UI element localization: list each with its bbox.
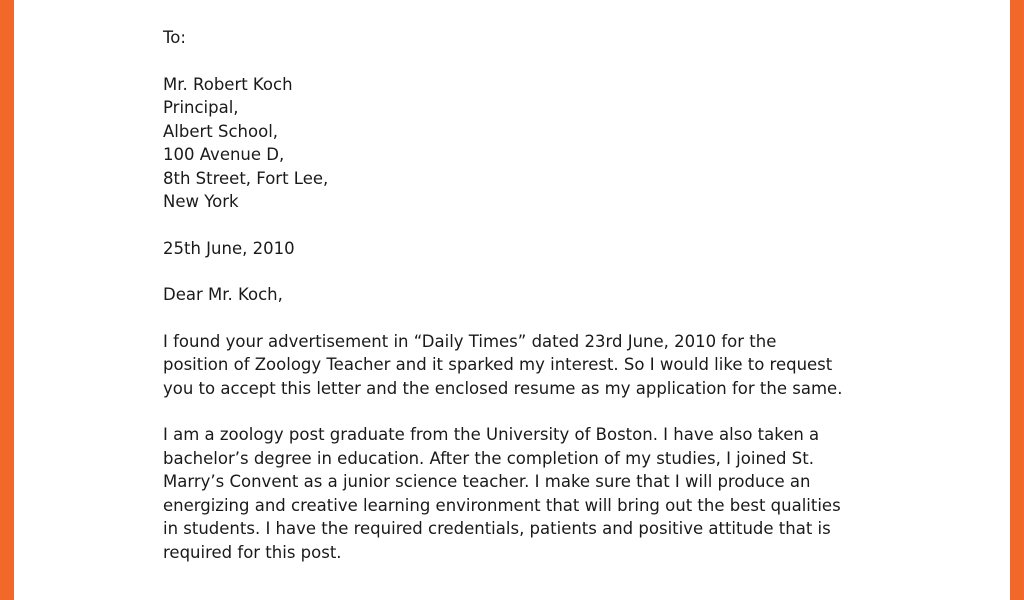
- spacer: [163, 260, 863, 283]
- left-inner-white-gap: [14, 0, 20, 600]
- letter-date: 25th June, 2010: [163, 238, 295, 258]
- recipient-line: New York: [163, 192, 239, 211]
- spacer: [163, 400, 863, 423]
- spacer: [163, 50, 863, 73]
- spacer: [163, 214, 863, 237]
- recipient-line: 8th Street, Fort Lee,: [163, 168, 329, 188]
- recipient-line: Albert School,: [163, 121, 279, 141]
- to-label: To:: [163, 28, 186, 47]
- recipient-line: Mr. Robert Koch: [163, 74, 293, 94]
- left-orange-border: [0, 0, 14, 600]
- letter-greeting: Dear Mr. Koch,: [163, 285, 283, 304]
- letter-body: [163, 0, 863, 600]
- right-orange-border: [1010, 0, 1024, 600]
- letter-paragraph: I am a zoology post graduate from the University of Boston. I have also taken a bachelor’s degree in education. After the completion of my studies, I joined St. Marry’s Convent as a junior science teacher. I make sure that I will produce an energizing and creative learning environment that will bring out the best qualities in students. I have the required credentials, patients and positive attitude that is required for this post.: [163, 425, 841, 562]
- recipient-line: 100 Avenue D,: [163, 145, 285, 164]
- recipient-line: Principal,: [163, 98, 239, 117]
- letter-paragraph: I found your advertisement in “Daily Times” dated 23rd June, 2010 for the position of Zoology Teacher and it sparked my interest. So I would like to request you to accept this letter and the enclosed resume as my application for the same.: [163, 331, 843, 398]
- recipient-address: [163, 73, 863, 214]
- right-inner-white-gap: [1004, 0, 1010, 600]
- spacer: [163, 307, 863, 330]
